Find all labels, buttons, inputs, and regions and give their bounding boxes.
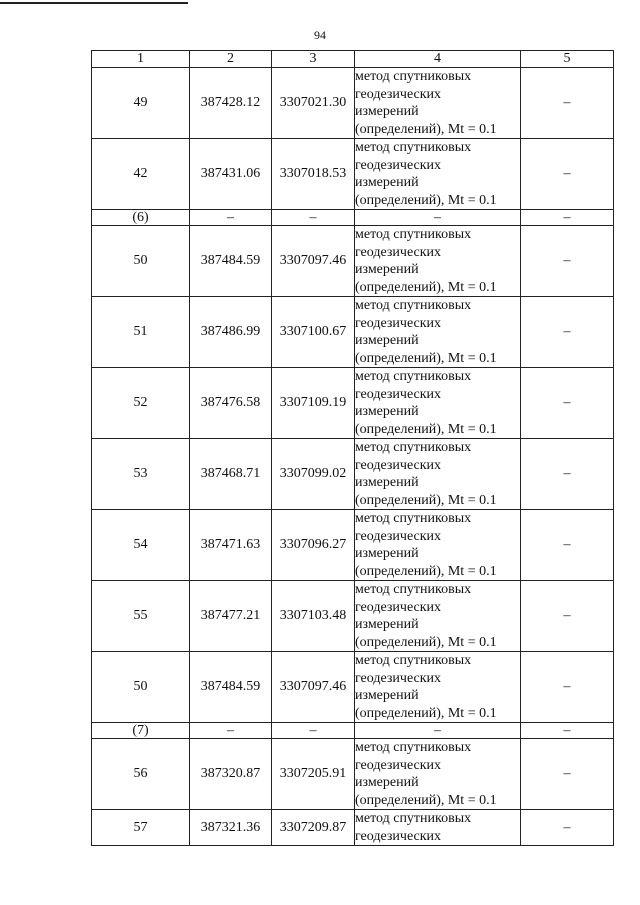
y-coordinate-cell: 3307103.48	[272, 581, 355, 652]
point-number-cell: (6)	[92, 210, 190, 226]
method-cell: метод спутниковых геодезических измерений (определений), Mt = 0.1	[355, 439, 521, 510]
method-cell: метод спутниковых геодезических измерений (определений), Mt = 0.1	[355, 226, 521, 297]
point-number-cell: 50	[92, 652, 190, 723]
x-coordinate-cell: 387484.59	[190, 226, 272, 297]
note-cell: –	[521, 581, 614, 652]
method-cell: метод спутниковых геодезических измерений (определений), Mt = 0.1	[355, 297, 521, 368]
y-coordinate-cell: 3307100.67	[272, 297, 355, 368]
table-row	[92, 581, 614, 652]
point-number-cell: 57	[92, 810, 190, 846]
table-row	[92, 226, 614, 297]
note-cell: –	[521, 439, 614, 510]
note-cell: –	[521, 723, 614, 739]
y-coordinate-cell: –	[272, 723, 355, 739]
header-cell: 4	[355, 51, 521, 68]
y-coordinate-cell: 3307109.19	[272, 368, 355, 439]
note-cell: –	[521, 226, 614, 297]
note-cell: –	[521, 139, 614, 210]
note-cell: –	[521, 510, 614, 581]
header-cell: 3	[272, 51, 355, 68]
y-coordinate-cell: 3307018.53	[272, 139, 355, 210]
method-cell: метод спутниковых геодезических измерений (определений), Mt = 0.1	[355, 139, 521, 210]
table-row	[92, 652, 614, 723]
note-cell: –	[521, 739, 614, 810]
method-cell: метод спутниковых геодезических измерений (определений), Mt = 0.1	[355, 581, 521, 652]
point-number-cell: (7)	[92, 723, 190, 739]
header-cell: 1	[92, 51, 190, 68]
y-coordinate-cell: 3307021.30	[272, 68, 355, 139]
x-coordinate-cell: 387486.99	[190, 297, 272, 368]
table-row	[92, 368, 614, 439]
x-coordinate-cell: 387320.87	[190, 739, 272, 810]
table-row	[92, 510, 614, 581]
coordinates-table	[91, 50, 614, 846]
y-coordinate-cell: 3307097.46	[272, 226, 355, 297]
table-section-row	[92, 210, 614, 226]
table-row	[92, 297, 614, 368]
note-cell: –	[521, 810, 614, 846]
note-cell: –	[521, 652, 614, 723]
header-cell: 2	[190, 51, 272, 68]
method-cell: метод спутниковых геодезических	[355, 810, 521, 846]
y-coordinate-cell: 3307209.87	[272, 810, 355, 846]
note-cell: –	[521, 297, 614, 368]
point-number-cell: 49	[92, 68, 190, 139]
table-section-row	[92, 723, 614, 739]
point-number-cell: 55	[92, 581, 190, 652]
table-row	[92, 68, 614, 139]
x-coordinate-cell: 387428.12	[190, 68, 272, 139]
y-coordinate-cell: –	[272, 210, 355, 226]
point-number-cell: 54	[92, 510, 190, 581]
point-number-cell: 56	[92, 739, 190, 810]
method-cell: метод спутниковых геодезических измерений (определений), Mt = 0.1	[355, 739, 521, 810]
point-number-cell: 51	[92, 297, 190, 368]
x-coordinate-cell: –	[190, 723, 272, 739]
method-cell: метод спутниковых геодезических измерений (определений), Mt = 0.1	[355, 368, 521, 439]
table-header-row	[92, 51, 614, 68]
header-cell: 5	[521, 51, 614, 68]
x-coordinate-cell: 387321.36	[190, 810, 272, 846]
x-coordinate-cell: 387431.06	[190, 139, 272, 210]
x-coordinate-cell: 387471.63	[190, 510, 272, 581]
method-cell: –	[355, 723, 521, 739]
method-cell: метод спутниковых геодезических измерений (определений), Mt = 0.1	[355, 68, 521, 139]
x-coordinate-cell: 387484.59	[190, 652, 272, 723]
point-number-cell: 42	[92, 139, 190, 210]
table-row	[92, 739, 614, 810]
x-coordinate-cell: 387468.71	[190, 439, 272, 510]
method-cell: метод спутниковых геодезических измерений (определений), Mt = 0.1	[355, 510, 521, 581]
point-number-cell: 50	[92, 226, 190, 297]
y-coordinate-cell: 3307096.27	[272, 510, 355, 581]
point-number-cell: 53	[92, 439, 190, 510]
method-cell: метод спутниковых геодезических измерений (определений), Mt = 0.1	[355, 652, 521, 723]
y-coordinate-cell: 3307097.46	[272, 652, 355, 723]
note-cell: –	[521, 68, 614, 139]
table-row	[92, 810, 614, 846]
x-coordinate-cell: 387477.21	[190, 581, 272, 652]
x-coordinate-cell: 387476.58	[190, 368, 272, 439]
note-cell: –	[521, 368, 614, 439]
table-row	[92, 439, 614, 510]
point-number-cell: 52	[92, 368, 190, 439]
x-coordinate-cell: –	[190, 210, 272, 226]
y-coordinate-cell: 3307205.91	[272, 739, 355, 810]
table-row	[92, 139, 614, 210]
page-number: 94	[314, 28, 326, 42]
method-cell: –	[355, 210, 521, 226]
top-rule	[0, 2, 188, 4]
y-coordinate-cell: 3307099.02	[272, 439, 355, 510]
note-cell: –	[521, 210, 614, 226]
